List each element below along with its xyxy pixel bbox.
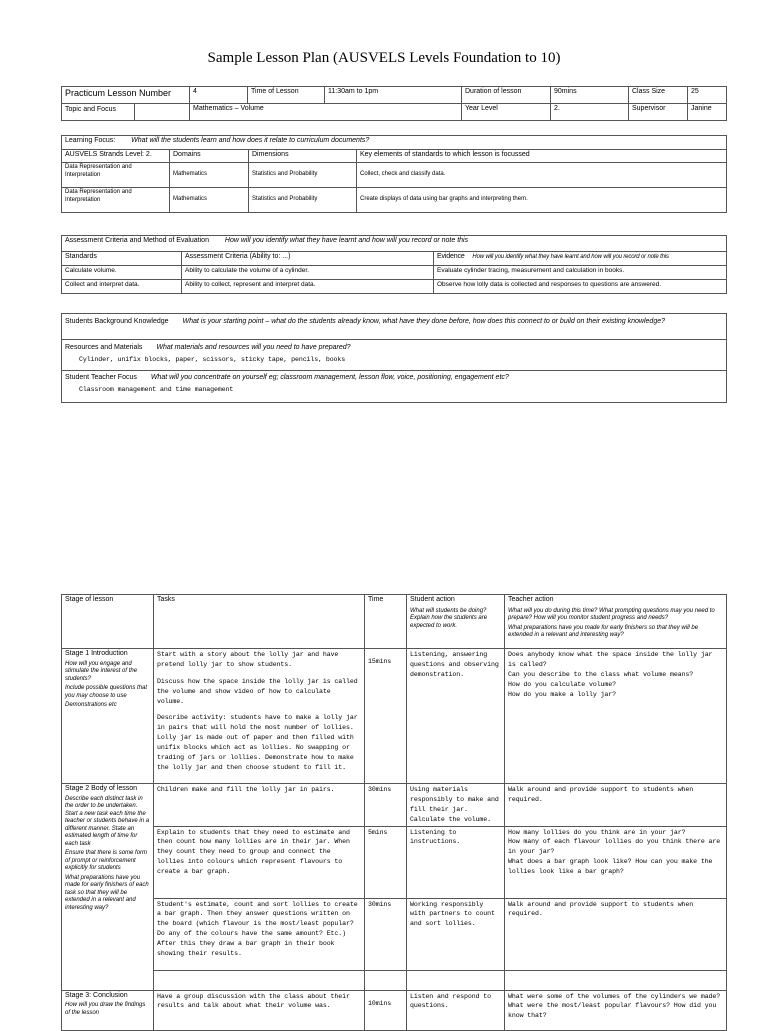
stage2-teacher-action: How many lollies do you think are in your jar? How many of each flavour lollies do you think there are in your jar? What does a bar graph look like? How can you make the lollies look like a bar graph?	[505, 826, 727, 898]
stage1-task: Discuss how the space inside the lolly jar is called the volume and show video of how to calculate volume.	[157, 677, 358, 705]
resources-value: Cylinder, unifix blocks, paper, scissors, sticky tape, pencils, books	[79, 355, 346, 363]
domains-label: Domains	[170, 150, 249, 163]
standard-cell: Collect and interpret data.	[62, 280, 182, 294]
strand-cell: Data Representation and Interpretation	[62, 163, 170, 188]
topic-value: Mathematics – Volume	[190, 104, 462, 121]
practicum-label: Practicum Lesson Number	[62, 87, 190, 104]
stage3-time: 10mins	[365, 990, 407, 1030]
learning-focus-label: Learning Focus:	[65, 137, 116, 144]
stage2-teacher-action: Walk around and provide support to students when required.	[505, 784, 727, 827]
stage1-note: Demonstrations etc	[65, 702, 117, 709]
background-question: What is your starting point – what do the students already know, what have they done before, how does this connect to or build on their existing knowledge?	[182, 318, 665, 325]
year-label: Year Level	[462, 104, 551, 121]
page-title: Sample Lesson Plan (AUSVELS Levels Foundation to 10)	[207, 50, 561, 66]
practicum-value: 4	[190, 87, 248, 104]
stage1-teacher-action: Does anybody know what the space inside the lolly jar is called? Can you describe to the class what volume means? How do you calculate volume? How do you make a lolly jar?	[505, 649, 727, 784]
stage3-title: Stage 3: Conclusion	[65, 991, 128, 999]
criteria-cell: Ability to calculate the volume of a cylinder.	[182, 266, 434, 280]
assessment-table	[61, 235, 727, 294]
stage2-note: Describe each distinct task in the order to be undertaken. Start a new task each time the teacher or students behave in a different manner. State an estimated length of time for each task	[65, 795, 150, 847]
stage1-task: Describe activity: students have to make a lolly jar in pairs that will hold the most number of lollies. Lolly jar is made out of paper and then filled with unifix blocks which act as lollies. No swapping or trading of jars or lollies. Demonstrate how to make the lolly jar and then choose student to fill it.	[157, 714, 358, 771]
stage2-student-action: Using materials responsibly to make and fill their jar. Calculate the volume.	[407, 784, 505, 827]
standard-cell: Calculate volume.	[62, 266, 182, 280]
teacher-focus-value: Classroom management and time management	[79, 385, 234, 393]
time-value: 11:30am to 1pm	[325, 87, 462, 104]
teacher-focus-label: Student Teacher Focus	[65, 374, 137, 381]
stage2-student-action: Working responsibly with partners to count and sort lollies.	[407, 898, 505, 970]
empty-cell	[365, 970, 407, 990]
strands-label: AUSVELS Strands Level: 2.	[62, 150, 170, 163]
key-element-cell: Collect, check and classify data.	[357, 163, 727, 188]
empty-cell	[505, 970, 727, 990]
stage3-task: Have a group discussion with the class about their results and talk about what their volume was.	[154, 990, 365, 1030]
stage2-note: What preparations have you made for early finishers of each task so that they will be extended in a relevant and interesting way?	[65, 874, 149, 911]
stage1-note: Include possible questions that you may choose to use	[65, 685, 148, 699]
duration-label: Duration of lesson	[462, 87, 551, 104]
stage-header: Stage of lesson	[62, 595, 154, 649]
dimension-cell: Statistics and Probability	[249, 188, 357, 213]
empty-cell	[154, 970, 365, 990]
domain-cell: Mathematics	[170, 163, 249, 188]
stage3-teacher-action: What were some of the volumes of the cylinders we made? What were the most/least popular flavours? How did you know that?	[505, 990, 727, 1030]
class-size-label: Class Size	[629, 87, 688, 104]
standards-label: Standards	[62, 252, 182, 266]
teacher-action-header: Teacher action	[508, 596, 554, 603]
stage2-time: 5mins	[365, 826, 407, 898]
stage2-task: Children make and fill the lolly jar in pairs.	[154, 784, 365, 827]
key-elements-label: Key elements of standards to which lesson is focussed	[357, 150, 727, 163]
time-label: Time of Lesson	[248, 87, 325, 104]
stage2-time: 30mins	[365, 898, 407, 970]
resources-question: What materials and resources will you need to have prepared?	[156, 344, 351, 351]
stage1-note: How will you engage and stimulate the interest of the students?	[65, 660, 138, 682]
stage2-note: Ensure that there is some form of prompt or reinforcement explicitly for students	[65, 850, 148, 872]
teacher-focus-question: What will you concentrate on yourself eg; classroom management, lesson flow, voice, positioning, engagement etc?	[150, 374, 509, 381]
topic-value-start	[135, 104, 141, 120]
stage2-time: 30mins	[365, 784, 407, 827]
topic-label	[62, 104, 190, 121]
evidence-cell: Observe how lolly data is collected and responses to questions are answered.	[434, 280, 727, 294]
stage2-task: Explain to students that they need to estimate and then count how many lollies are in their jar. When they count they need to group and connect the lollies into colours which represent flavours to create a bar graph.	[154, 826, 365, 898]
student-action-header: Student action	[410, 596, 455, 603]
stage3-note: How will you draw the findings of the lesson	[65, 1002, 146, 1016]
teacher-action-subheader-2: What preparations have you made for early finishers so that they will be extended in a relevant and interesting way?	[508, 624, 699, 639]
topic-label-text: Topic and Focus	[62, 104, 135, 120]
assessment-question: How will you identify what they have learnt and how will you record or note this	[224, 237, 469, 244]
supervisor-label: Supervisor	[629, 104, 688, 121]
stage2-task: Student's estimate, count and sort lollies to create a bar graph. Then they answer questions written on the board (which flavour is the most/least popular? Do any of the colours have the same amount? Etc.) After this they draw a bar graph in their book showing their results.	[154, 898, 365, 970]
time-header: Time	[365, 595, 407, 649]
stage1-time: 15mins	[365, 649, 407, 784]
key-element-cell: Create displays of data using bar graphs and interpreting them.	[357, 188, 727, 213]
stage1-task: Start with a story about the lolly jar and have pretend lolly jar to show students.	[157, 651, 339, 668]
evidence-cell: Evaluate cylinder tracing, measurement and calculation in books.	[434, 266, 727, 280]
stage1-title: Stage 1 Introduction	[65, 650, 128, 657]
teacher-action-subheader: What will you do during this time? What prompting questions may you need to prepare? How will you monitor student progress and needs?	[508, 607, 715, 622]
year-value: 2.	[551, 104, 629, 121]
duration-value: 90mins	[551, 87, 629, 104]
domain-cell: Mathematics	[170, 188, 249, 213]
header-table	[61, 86, 727, 121]
stage2-teacher-action: Walk around and provide support to students when required.	[505, 898, 727, 970]
strand-cell: Data Representation and Interpretation	[62, 188, 170, 213]
assessment-label: Assessment Criteria and Method of Evaluation	[65, 237, 209, 244]
background-table	[61, 313, 727, 403]
supervisor-value: Janine	[688, 104, 727, 121]
stage1-student-action: Listening, answering questions and observing demonstration.	[407, 649, 505, 784]
student-action-subheader: What will students be doing? Explain how the students are expected to work.	[410, 607, 488, 629]
background-label: Students Background Knowledge	[65, 318, 169, 325]
learning-focus-table	[61, 135, 727, 213]
criteria-label: Assessment Criteria (Ability to: ...)	[182, 252, 434, 266]
evidence-label: Evidence	[437, 253, 465, 260]
tasks-header: Tasks	[154, 595, 365, 649]
stage2-student-action: Listening to instructions.	[407, 826, 505, 898]
resources-label: Resources and Materials	[65, 344, 143, 351]
learning-focus-question: What will the students learn and how does it relate to curriculum documents?	[131, 137, 370, 144]
lesson-stages-table	[61, 594, 727, 1031]
class-size-value: 25	[688, 87, 727, 104]
evidence-question: How will you identify what they have learnt and how will you record or note this	[472, 254, 669, 260]
stage2-title: Stage 2 Body of lesson	[65, 785, 137, 792]
dimensions-label: Dimensions	[249, 150, 357, 163]
stage3-student-action: Listen and respond to questions.	[407, 990, 505, 1030]
empty-cell	[407, 970, 505, 990]
criteria-cell: Ability to collect, represent and interpret data.	[182, 280, 434, 294]
dimension-cell: Statistics and Probability	[249, 163, 357, 188]
